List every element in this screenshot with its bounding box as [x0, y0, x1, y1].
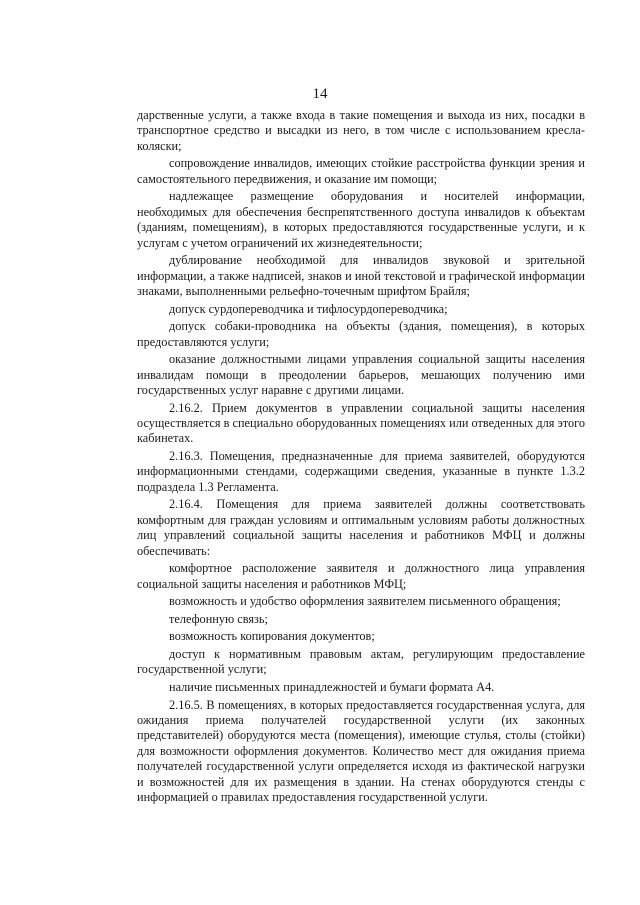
paragraph: оказание должностными лицами управления социальной защиты населения инвалидам помощи в преодолении барьеров, мешающих получению ими государственных услуг наравне с другими лицами. — [137, 352, 585, 398]
paragraph: дарственные услуги, а также входа в такие помещения и выхода из них, посадки в транспортное средство и высадки из него, в том числе с использованием кресла-коляски; — [137, 108, 585, 153]
paragraph: доступ к нормативным правовым актам, регулирующим предоставление государственной услуги; — [137, 647, 585, 677]
page-number: 14 — [312, 86, 328, 102]
paragraph: допуск собаки-проводника на объекты (здания, помещения), в которых предоставляются услуги; — [137, 319, 585, 349]
paragraph: 2.16.3. Помещения, предназначенные для приема заявителей, оборудуются информационными стендами, содержащими сведения, указанные в пункте 1.3.2 подраздела 1.3 Регламента. — [137, 449, 585, 494]
paragraph: комфортное расположение заявителя и должностного лица управления социальной защиты населения и работников МФЦ; — [137, 561, 585, 591]
paragraph: 2.16.2. Прием документов в управлении социальной защиты населения осуществляется в специально оборудованных помещениях или отведенных для этого кабинетах. — [137, 400, 585, 446]
paragraph: надлежащее размещение оборудования и носителей информации, необходимых для обеспечения беспрепятственного доступа инвалидов к объектам (зданиям, помещениям), в которых предоставляются государственные услуги, и к услугам с учетом ограничений их жизнедеятельности; — [137, 189, 585, 250]
document-body — [137, 108, 585, 808]
paragraph: 2.16.4. Помещения для приема заявителей должны соответствовать комфортным для граждан условиям и оптимальным условиям работы должностных лиц управлений социальной защиты населения и работников МФЦ и должны обеспечивать: — [137, 497, 585, 558]
paragraph: 2.16.5. В помещениях, в которых предоставляется государственная услуга, для ожидания приема получателей государственной услуги (их законных представителей) оборудуются места (помещения), имеющие стулья, столы (стойки) для возможности оформления документов. Количество мест для ожидания приема получателей государственной услуги определяется исходя из фактической нагрузки и возможностей для их размещения в здании. На стенах оборудуются стенды с информацией о правилах предоставления государственной услуги. — [137, 697, 585, 805]
paragraph: допуск сурдопереводчика и тифлосурдопереводчика; — [169, 301, 448, 316]
paragraph: сопровождение инвалидов, имеющих стойкие расстройства функции зрения и самостоятельного передвижения, и оказание им помощи; — [137, 156, 585, 186]
paragraph: наличие письменных принадлежностей и бумаги формата А4. — [169, 680, 495, 695]
paragraph: дублирование необходимой для инвалидов звуковой и зрительной информации, а также надписей, знаков и иной текстовой и графической информации знаками, выполненными рельефно-точечным шрифтом Брайля; — [137, 253, 585, 299]
paragraph: возможность и удобство оформления заявителем письменного обращения; — [169, 594, 561, 609]
paragraph: возможность копирования документов; — [169, 629, 375, 644]
paragraph: телефонную связь; — [169, 611, 268, 626]
